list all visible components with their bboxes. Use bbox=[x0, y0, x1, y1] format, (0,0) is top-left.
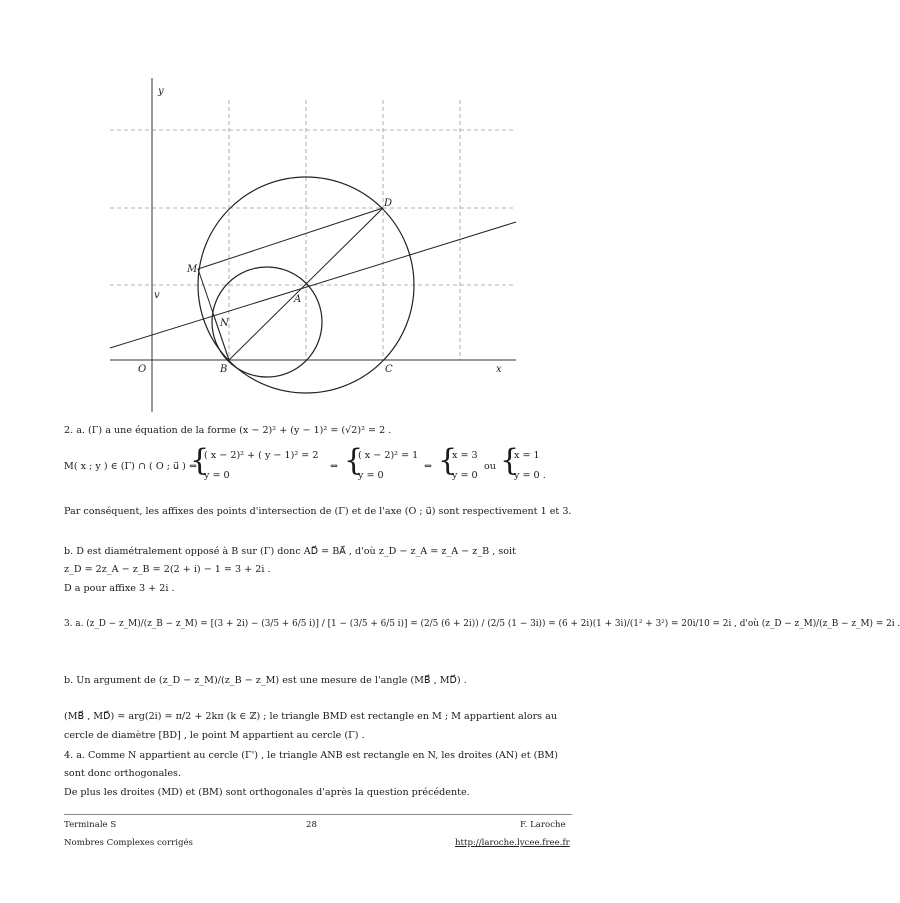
paragraph-3b: b. Un argument de (z_D − z_M)/(z_B − z_M) est une mesure de l'angle (MB⃗ , MD⃗) . bbox=[64, 675, 467, 686]
geometry-figure bbox=[0, 0, 638, 420]
label-x: x bbox=[496, 364, 502, 375]
paragraph-affixes: Par conséquent, les affixes des points d'intersection de (Γ) et de l'axe (O ; u⃗) sont respectivement 1 et 3. bbox=[64, 506, 572, 517]
paragraph-diametre: b. D est diamétralement opposé à B sur (Γ) donc AD⃗ = BA⃗ , d'où z_D − z_A = z_A − z_B , soit bbox=[64, 546, 516, 557]
system-4-eq1: x = 1 bbox=[514, 450, 540, 461]
footer-link[interactable]: http://laroche.lycee.free.fr bbox=[455, 838, 570, 848]
grid bbox=[110, 100, 516, 360]
label-y: y bbox=[158, 86, 164, 97]
system-3-eq1: x = 3 bbox=[452, 450, 478, 461]
system-2-eq1: ( x − 2)² = 1 bbox=[358, 450, 419, 461]
footer-rule bbox=[64, 814, 572, 815]
paragraph-4a: 4. a. Comme N appartient au cercle (Γ') , le triangle ANB est rectangle en N, les droites (AN) et (BM) bbox=[64, 750, 558, 761]
label-a: A bbox=[294, 294, 302, 305]
ou-word: ou bbox=[484, 461, 496, 472]
label-n: N bbox=[220, 318, 229, 329]
footer-subject: Nombres Complexes corrigés bbox=[64, 838, 193, 848]
label-c: C bbox=[385, 364, 393, 375]
paragraph-zd: z_D = 2z_A − z_B = 2(2 + i) − 1 = 3 + 2i . bbox=[64, 564, 271, 575]
label-m: M bbox=[187, 264, 198, 275]
line-2a: 2. a. (Γ) a une équation de la forme (x − 2)² + (y − 1)² = (√2)² = 2 . bbox=[64, 425, 392, 436]
brace-3: { bbox=[438, 443, 458, 478]
paragraph-4b: sont donc orthogonales. bbox=[64, 768, 182, 779]
equiv-1: ⇔ bbox=[330, 461, 339, 472]
line-system-lhs: M( x ; y ) ∈ (Γ) ∩ ( O ; u⃗ ) ⇔ bbox=[64, 461, 198, 472]
brace-4: { bbox=[500, 443, 520, 478]
system-1-eq1: ( x − 2)² + ( y − 1)² = 2 bbox=[204, 450, 319, 461]
system-4-eq2: y = 0 . bbox=[514, 470, 546, 481]
segment-bd bbox=[229, 208, 383, 360]
footer-page-number: 28 bbox=[306, 820, 317, 830]
paragraph-3d: cercle de diamètre [BD] , le point M appartient au cercle (Γ) . bbox=[64, 730, 365, 741]
footer-author: F. Laroche bbox=[520, 820, 566, 830]
footer-class: Terminale S bbox=[64, 820, 117, 830]
paragraph-affixe-d: D a pour affixe 3 + 2i . bbox=[64, 583, 175, 594]
label-o: O bbox=[138, 364, 147, 375]
brace-1: { bbox=[190, 443, 210, 478]
paragraph-3a: 3. a. (z_D − z_M)/(z_B − z_M) = [(3 + 2i) − (3/5 + 6/5 i)] / [1 − (3/5 + 6/5 i)] = (2/5 (6 + 2i)) / (2/5 (1 − 3i)) = (6 + 2i)(1 + 3i)/(1² + 3²) = 20i/10 = 2i , d'où (z_D − z_M)/(z_B − z_M) = 2i . bbox=[64, 619, 900, 629]
system-3-eq2: y = 0 bbox=[452, 470, 478, 481]
label-b: B bbox=[220, 364, 228, 375]
label-v: v bbox=[154, 290, 160, 301]
system-1-eq2: y = 0 bbox=[204, 470, 230, 481]
label-d: D bbox=[384, 198, 393, 209]
paragraph-3c: (MB⃗ , MD⃗) = arg(2i) = π/2 + 2kπ (k ∈ ℤ) ; le triangle BMD est rectangle en M ; M appartient alors au bbox=[64, 711, 558, 722]
segment-md bbox=[198, 208, 383, 269]
paragraph-4c: De plus les droites (MD) et (BM) sont orthogonales d'après la question précédente. bbox=[64, 787, 470, 798]
equiv-2: ⇔ bbox=[424, 461, 433, 472]
system-2-eq2: y = 0 bbox=[358, 470, 384, 481]
brace-2: { bbox=[344, 443, 364, 478]
